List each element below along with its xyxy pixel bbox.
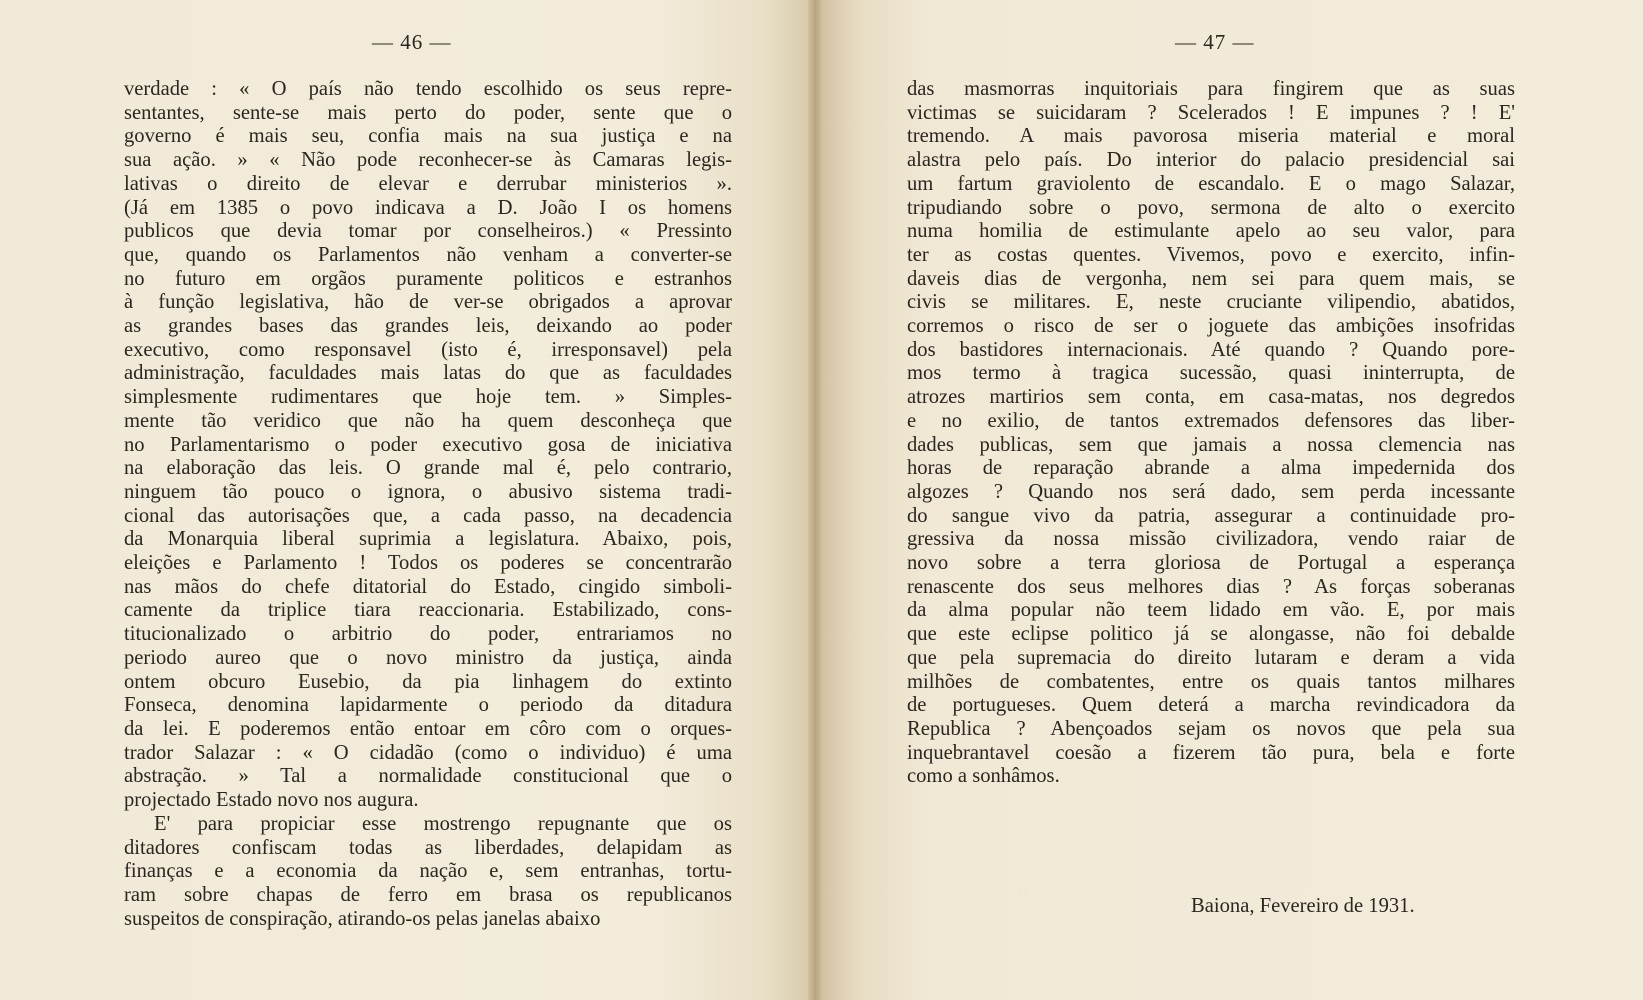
text-line: publicos que devia tomar por conselheiros.) « Pressinto [124, 220, 732, 243]
text-line: numa homilia de estimulante apelo ao seu valor, para [907, 220, 1515, 243]
text-line: victimas se suicidaram ? Scelerados ! E impunes ? ! E' [907, 101, 1515, 124]
text-line: ter as costas quentes. Vivemos, povo e exercito, infin- [907, 243, 1515, 266]
text-line: no futuro em orgãos puramente politicos e estranhos [124, 267, 732, 290]
text-line: mos termo à tragica sucessão, quasi ininterrupta, de [907, 362, 1515, 385]
text-line: sua ação. » « Não pode reconhecer-se às Camaras legis- [124, 149, 732, 172]
signature-line: Baiona, Fevereiro de 1931. [1191, 895, 1415, 917]
text-line: trador Salazar : « O cidadão (como o individuo) é uma [124, 741, 732, 764]
text-line: renascente dos seus melhores dias ? As forças soberanas [907, 575, 1515, 598]
text-line: titucionalizado o arbitrio do poder, entrariamos no [124, 623, 732, 646]
text-line: do sangue vivo da patria, assegurar a continuidade pro- [907, 504, 1515, 527]
text-line: que, quando os Parlamentos não venham a converter-se [124, 243, 732, 266]
text-line: da Monarquia liberal suprimia a legislatura. Abaixo, pois, [124, 528, 732, 551]
text-line: algozes ? Quando nos será dado, sem perda incessante [907, 480, 1515, 503]
text-line: civis se militares. E, neste cruciante vilipendio, abatidos, [907, 291, 1515, 314]
right-page [815, 0, 1643, 1000]
text-line: ram sobre chapas de ferro em brasa os republicanos [124, 883, 732, 906]
text-line: dos bastidores internacionais. Até quando ? Quando pore- [907, 338, 1515, 361]
text-line: corremos o risco de ser o joguete das ambições insofridas [907, 315, 1515, 338]
right-page-body [907, 78, 1515, 789]
text-line: mente tão veridico que não ha quem desconheça que [124, 409, 732, 432]
text-line: Republica ? Abençoados sejam os novos que pela sua [907, 717, 1515, 740]
text-line: ontem obcuro Eusebio, da pia linhagem do extinto [124, 670, 732, 693]
text-line: camente da triplice tiara reaccionaria. Estabilizado, cons- [124, 599, 732, 622]
page-number-left: — 46 — [372, 30, 452, 54]
text-line: dades publicas, sem que jamais a nossa clemencia nas [907, 433, 1515, 456]
text-line: cional das autorisações que, a cada passo, na decadencia [124, 504, 732, 527]
text-line: novo sobre a terra gloriosa de Portugal a esperança [907, 552, 1515, 575]
text-line: que pela supremacia do direito lutaram e deram a vida [907, 646, 1515, 669]
text-line: eleições e Parlamento ! Todos os poderes se concentrarão [124, 552, 732, 575]
text-line: de portugueses. Quem deterá a marcha revindicadora da [907, 694, 1515, 717]
text-line: executivo, como responsavel (isto é, irresponsavel) pela [124, 338, 732, 361]
left-page-body [124, 78, 732, 931]
text-line: daveis dias de vergonha, nem sei para quem mais, se [907, 267, 1515, 290]
text-line: finanças e a economia da nação e, sem entranhas, tortu- [124, 860, 732, 883]
text-line: que este eclipse politico já se alongasse, não foi debalde [907, 623, 1515, 646]
text-line: gressiva da nossa missão civilizadora, vendo raiar de [907, 528, 1515, 551]
text-line: à função legislativa, hão de ver-se obrigados a aprovar [124, 291, 732, 314]
text-line: simplesmente rudimentares que hoje tem. » Simples- [124, 386, 732, 409]
text-line: verdade : « O país não tendo escolhido os seus repre- [124, 78, 732, 100]
left-page [0, 0, 815, 1000]
text-line: suspeitos de conspiração, atirando-os pelas janelas abaixo [124, 907, 601, 930]
text-line: Fonseca, denomina lapidarmente o periodo da ditadura [124, 694, 732, 717]
text-line: como a sonhâmos. [907, 765, 1060, 788]
text-line: da lei. E poderemos então entoar em côro com o orques- [124, 717, 732, 740]
text-line: ditadores confiscam todas as liberdades, delapidam as [124, 836, 732, 859]
text-line: projectado Estado novo nos augura. [124, 789, 419, 812]
text-line: horas de reparação abrande a alma impedernida dos [907, 457, 1515, 480]
text-line: as grandes bases das grandes leis, deixando ao poder [124, 315, 732, 338]
text-line: E' para propiciar esse mostrengo repugnante que os [154, 812, 732, 835]
text-line: tremendo. A mais pavorosa miseria material e moral [907, 125, 1515, 148]
book-gutter [808, 0, 822, 1000]
text-line: um fartum graviolento de escandalo. E o mago Salazar, [907, 172, 1515, 195]
text-line: da alma popular não teem lidado em vão. E, por mais [907, 599, 1515, 622]
text-line: ninguem tão pouco o ignora, o abusivo sistema tradi- [124, 480, 732, 503]
text-line: (Já em 1385 o povo indicava a D. João I os homens [124, 196, 732, 219]
text-line: periodo aureo que o novo ministro da justiça, ainda [124, 646, 732, 669]
text-line: governo é mais seu, confia mais na sua justiça e na [124, 125, 732, 148]
text-line: tripudiando sobre o povo, sermona de alto o exercito [907, 196, 1515, 219]
text-line: milhões de combatentes, entre os quais tantos milhares [907, 670, 1515, 693]
text-line: das masmorras inquitoriais para fingirem que as suas [907, 78, 1515, 100]
text-line: e no exilio, de tantos extremados defensores das liber- [907, 409, 1515, 432]
page-number-right: — 47 — [1175, 30, 1255, 54]
text-line: sentantes, sente-se mais perto do poder, sente que o [124, 101, 732, 124]
text-line: nas mãos do chefe ditatorial do Estado, cingido simboli- [124, 575, 732, 598]
text-line: na elaboração das leis. O grande mal é, pelo contrario, [124, 457, 732, 480]
text-line: administração, faculdades mais latas do que as faculdades [124, 362, 732, 385]
text-line: atrozes martirios sem conta, em casa-matas, nos degredos [907, 386, 1515, 409]
text-line: lativas o direito de elevar e derrubar ministerios ». [124, 172, 732, 195]
text-line: abstração. » Tal a normalidade constitucional que o [124, 765, 732, 788]
text-line: no Parlamentarismo o poder executivo gosa de iniciativa [124, 433, 732, 456]
text-line: inquebrantavel coesão a fizerem tão pura, bela e forte [907, 741, 1515, 764]
text-line: alastra pelo país. Do interior do palacio presidencial sai [907, 149, 1515, 172]
